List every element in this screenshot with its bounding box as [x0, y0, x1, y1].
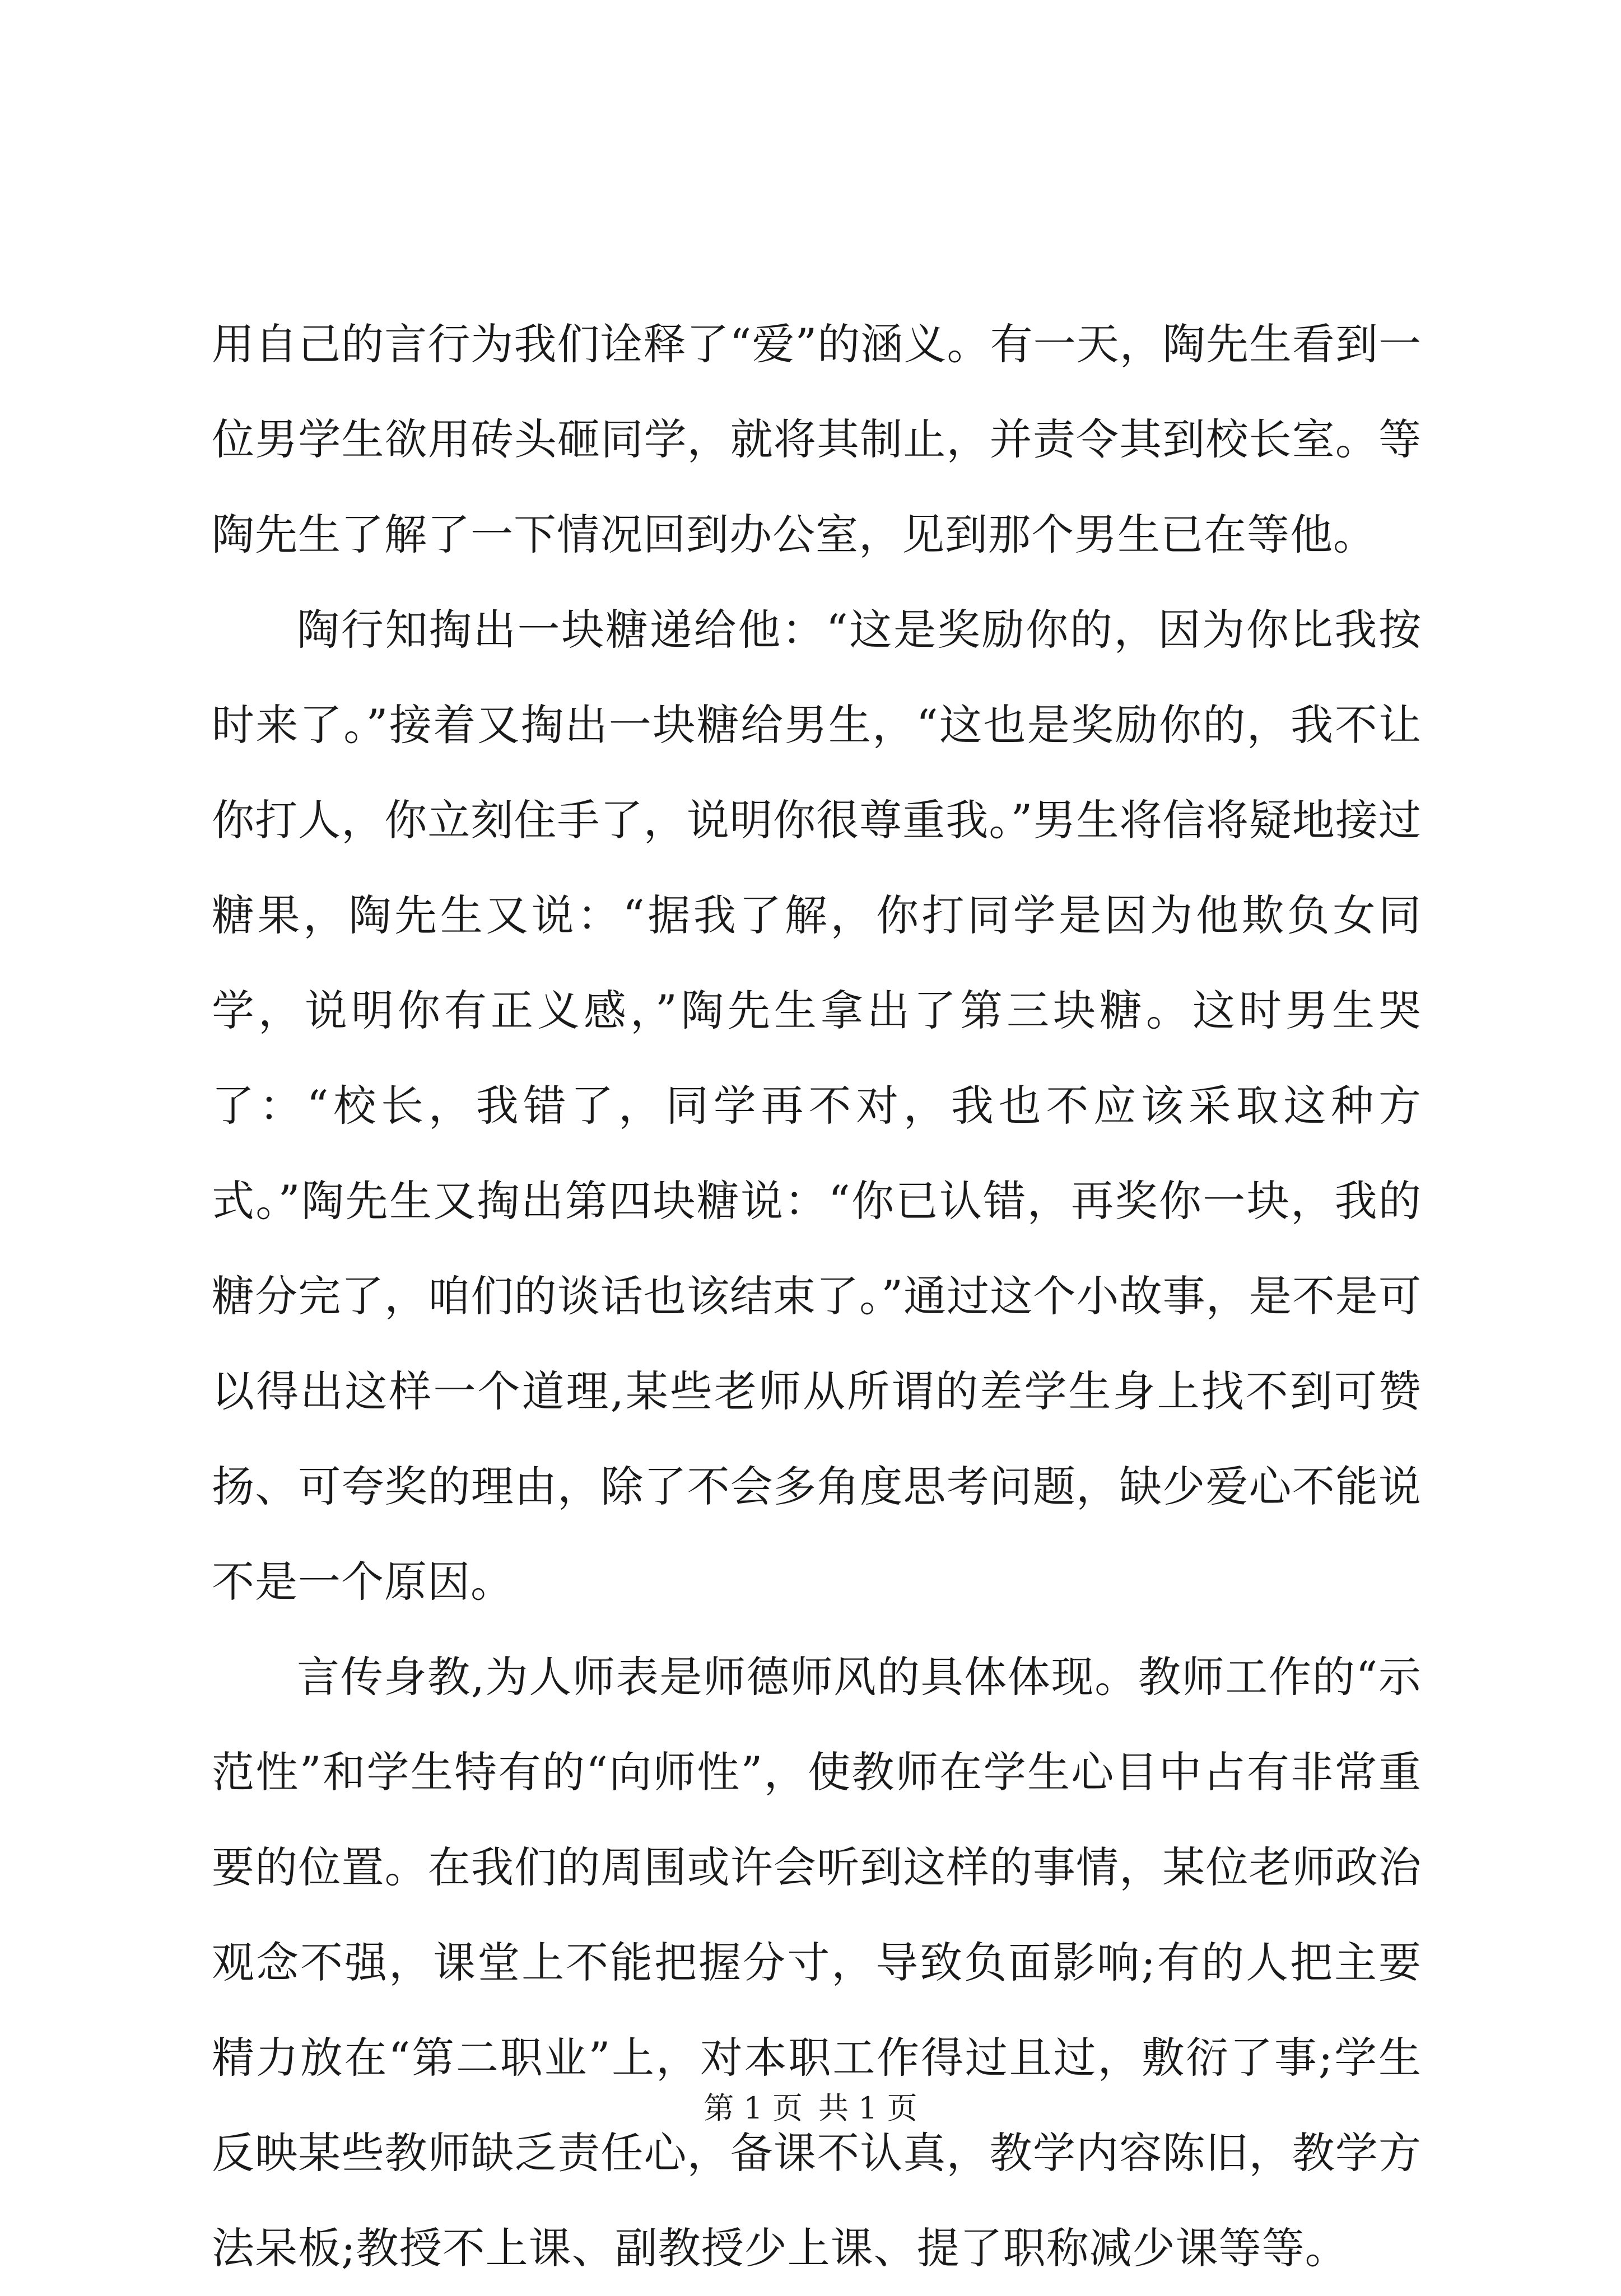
document-body: [212, 297, 1422, 2296]
paragraph-2: 陶行知掏出一块糖递给他：“这是奖励你的，因为你比我按时来了。”接着又掏出一块糖给男生，“这也是奖励你的，我不让你打人，你立刻住手了，说明你很尊重我。”男生将信将疑地接过糖果，陶先生又说：“据我了解，你打同学是因为他欺负女同学，说明你有正义感，”陶先生拿出了第三块糖。这时男生哭了：“校长，我错了，同学再不对，我也不应该采取这种方式。”陶先生又掏出第四块糖说：“你已认错，再奖你一块，我的糖分完了，咱们的谈话也该结束了。”通过这个小故事，是不是可以得出这样一个道理,某些老师从所谓的差学生身上找不到可赞扬、可夸奖的理由，除了不会多角度思考问题，缺少爱心不能说不是一个原因。: [212, 605, 1422, 1607]
page-footer: [0, 2084, 1621, 2127]
page-total: 共 1 页: [818, 2090, 917, 2126]
paragraph-3: 言传身教,为人师表是师德师风的具体体现。教师工作的“示范性”和学生特有的“向师性”，使教师在学生心目中占有非常重要的位置。在我们的周围或许会听到这样的事情，某位老师政治观念不强，课堂上不能把握分寸，导致负面影响;有的人把主要精力放在“第二职业”上，对本职工作得过且过，敷衍了事;学生反映某些教师缺乏责任心，备课不认真，教学内容陈旧，教学方法呆板;教授不上课、副教授少上课、提了职称减少课等等。: [212, 1652, 1422, 2273]
paragraph-1: 用自己的言行为我们诠释了“爱”的涵义。有一天，陶先生看到一位男学生欲用砖头砸同学，就将其制止，并责令其到校长室。等陶先生了解了一下情况回到办公室，见到那个男生已在等他。: [212, 319, 1422, 559]
page-number: 第 1 页: [704, 2090, 803, 2126]
